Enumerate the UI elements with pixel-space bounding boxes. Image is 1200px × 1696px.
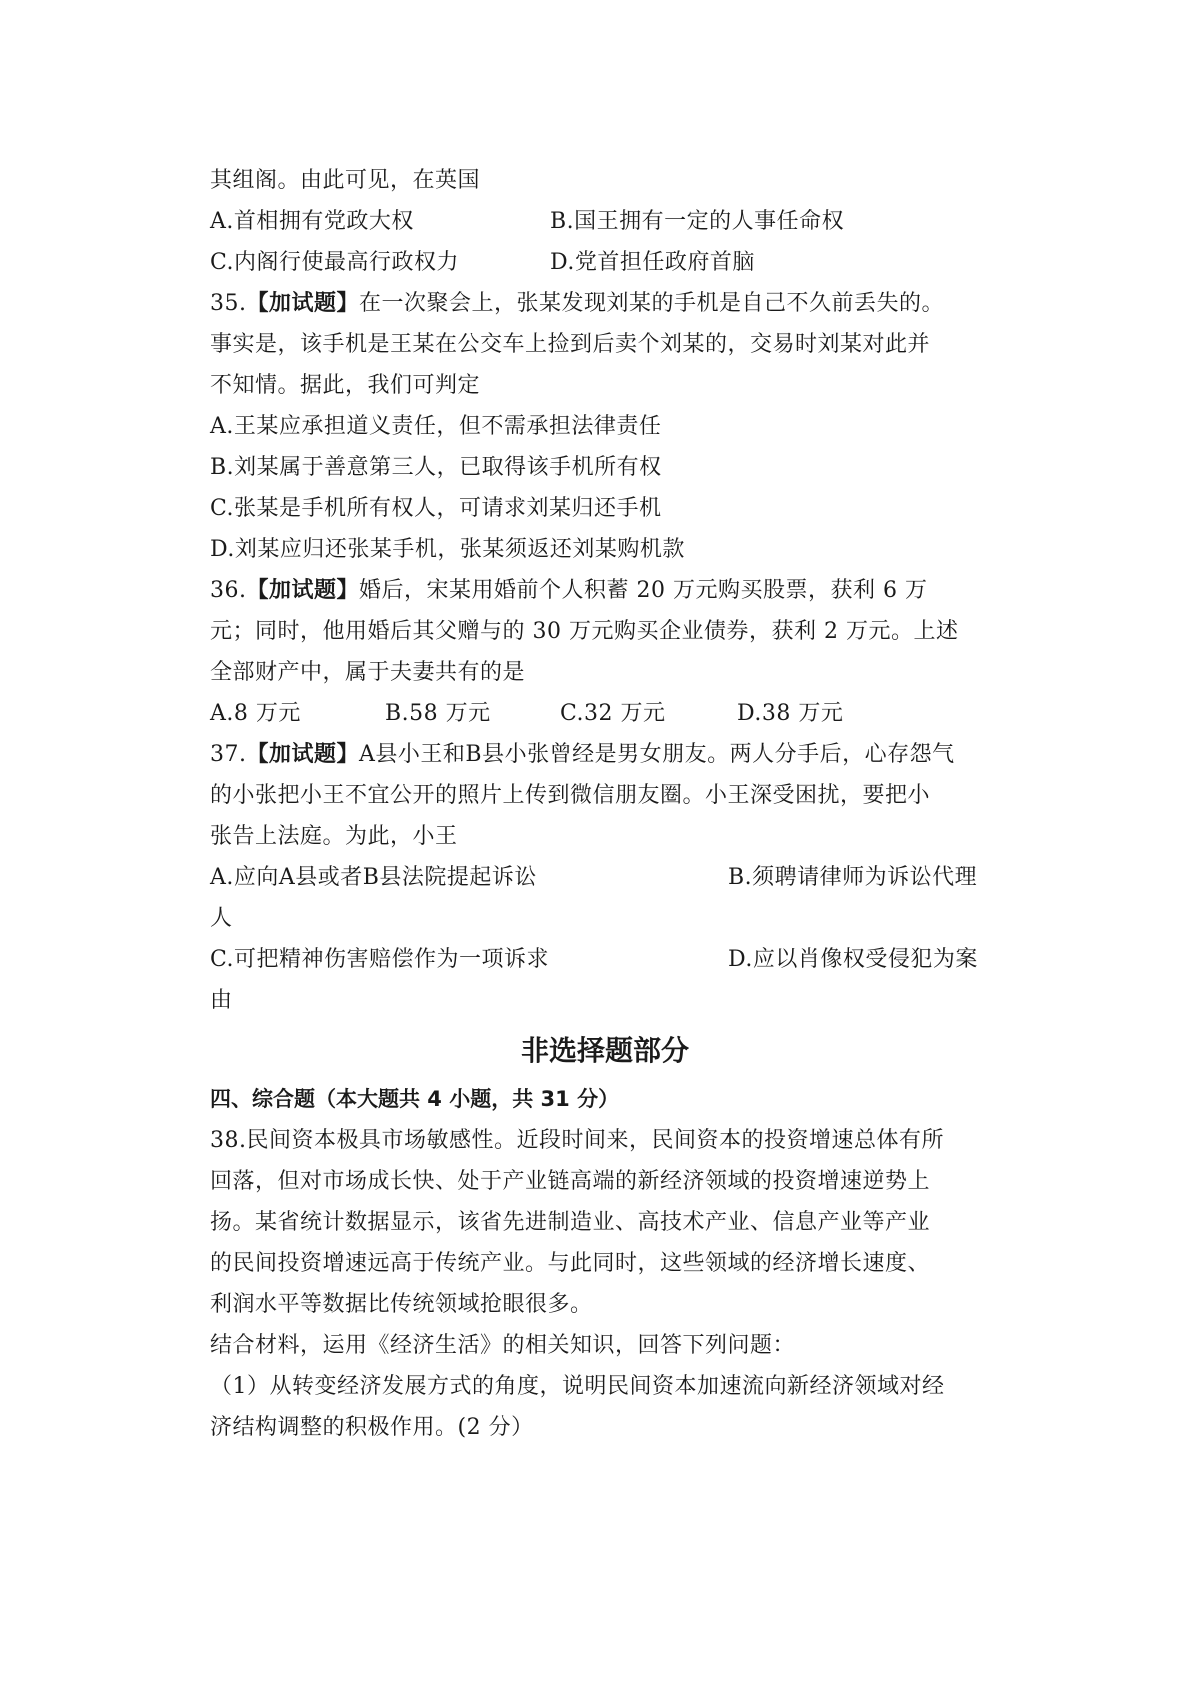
q38-sub1-line-2: 济结构调整的积极作用。(2 分） [210,1415,534,1440]
q38-material-line-1: 38.民间资本极具市场敏感性。近段时间来，民间资本的投资增速总体有所 [210,1128,944,1153]
q37-stem-line-3: 张告上法庭。为此，小王 [210,824,458,849]
q35-stem-line-3: 不知情。据此，我们可判定 [210,373,481,398]
q37-stem-line-2: 的小张把小王不宜公开的照片上传到微信朋友圈。小王深受困扰，要把小 [210,783,931,808]
q37-option-d: D.应以肖像权受侵犯为案 [728,947,978,972]
q37-stem-text: A县小王和B县小张曾经是男女朋友。两人分手后，心存怨气 [359,742,955,767]
q36-option-a: A.8 万元 [210,701,301,726]
q37-option-b: B.须聘请律师为诉讼代理 [728,865,978,890]
q35-tag: 【加试题】 [246,291,360,316]
q36-stem-line-1 [210,570,1000,611]
q37-tag: 【加试题】 [246,742,360,767]
q36-stem-line-3: 全部财产中，属于夫妻共有的是 [210,660,526,685]
q34-options-row-1 [210,201,1000,242]
q37-option-d-wrap: 由 [210,988,233,1013]
q36-stem-text: 婚后，宋某用婚前个人积蓄 20 万元购买股票，获利 6 万 [359,578,928,603]
q35-number: 35. [210,291,247,316]
q38-material-line-3: 扬。某省统计数据显示，该省先进制造业、高技术产业、信息产业等产业 [210,1210,931,1235]
q34-stem-tail: 其组阁。由此可见，在英国 [210,168,481,193]
q34-options-row-2 [210,242,1000,283]
section-subtitle: 四、综合题（本大题共 4 小题，共 31 分） [210,1087,620,1111]
q34-option-b: B.国王拥有一定的人事任命权 [550,209,845,234]
q37-options-row-1 [210,857,1000,898]
q34-option-d: D.党首担任政府首脑 [550,250,755,275]
q37-option-a: A.应向A县或者B县法院提起诉讼 [210,865,537,890]
q37-option-b-wrap: 人 [210,906,233,931]
q34-option-a: A.首相拥有党政大权 [210,209,414,234]
q36-number: 36. [210,578,247,603]
q36-options-row [210,693,1000,734]
q35-option-b: B.刘某属于善意第三人，已取得该手机所有权 [210,455,662,480]
q36-option-c: C.32 万元 [560,701,666,726]
q37-number: 37. [210,742,247,767]
q37-stem-line-1 [210,734,1000,775]
q37-options-row-2 [210,939,1000,980]
q35-stem-line-2: 事实是，该手机是王某在公交车上捡到后卖个刘某的，交易时刘某对此并 [210,332,931,357]
q36-stem-line-2: 元；同时，他用婚后其父赠与的 30 万元购买企业债券，获利 2 万元。上述 [210,619,959,644]
q35-stem-text: 在一次聚会上，张某发现刘某的手机是自己不久前丢失的。 [359,291,945,316]
exam-page [210,160,1000,1448]
q35-option-a: A.王某应承担道义责任，但不需承担法律责任 [210,414,662,439]
q34-option-c: C.内阁行使最高行政权力 [210,250,460,275]
q38-material-line-5: 利润水平等数据比传统领域抢眼很多。 [210,1292,593,1317]
q38-material-line-2: 回落，但对市场成长快、处于产业链高端的新经济领域的投资增速逆势上 [210,1169,931,1194]
q37-option-c: C.可把精神伤害赔偿作为一项诉求 [210,947,550,972]
q38-material-line-4: 的民间投资增速远高于传统产业。与此同时，这些领域的经济增长速度、 [210,1251,931,1276]
q38-sub1-line-1: （1）从转变经济发展方式的角度，说明民间资本加速流向新经济领域对经 [210,1374,945,1399]
section-title: 非选择题部分 [520,1034,689,1067]
q36-tag: 【加试题】 [246,578,360,603]
q35-option-d: D.刘某应归还张某手机，张某须返还刘某购机款 [210,537,685,562]
q35-stem-line-1 [210,283,1000,324]
q38-instruction: 结合材料，运用《经济生活》的相关知识，回答下列问题： [210,1333,796,1358]
q35-option-c: C.张某是手机所有权人，可请求刘某归还手机 [210,496,662,521]
q36-option-b: B.58 万元 [385,701,491,726]
q36-option-d: D.38 万元 [737,701,844,726]
